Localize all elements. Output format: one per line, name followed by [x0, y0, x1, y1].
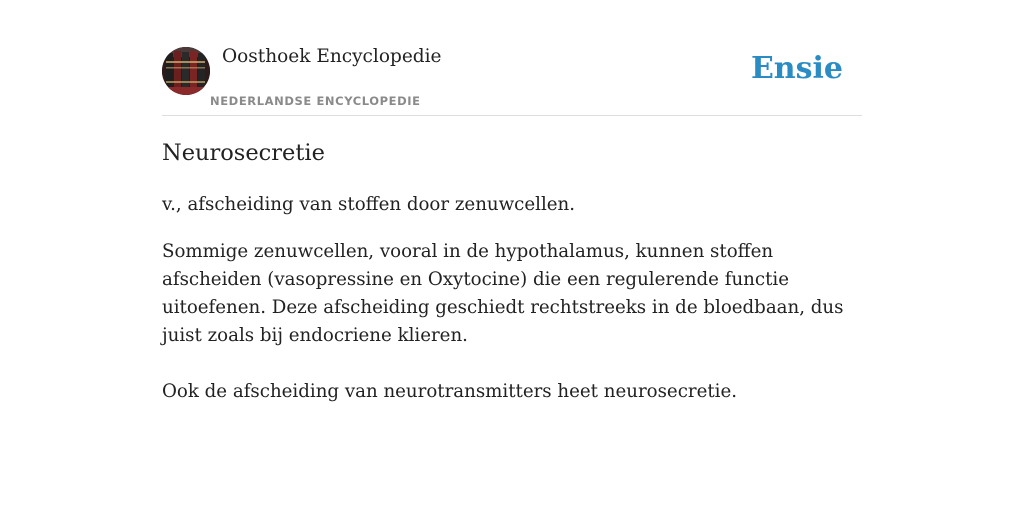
header — [162, 0, 862, 116]
book-name[interactable]: Oosthoek Encyclopedie — [222, 46, 442, 67]
article-body — [162, 191, 862, 425]
article-paragraph: Ook de afscheiding van neurotransmitters heet neurosecretie. — [162, 381, 738, 402]
ensie-logo[interactable]: Ensie — [750, 51, 843, 86]
article-title: Neurosecretie — [162, 140, 325, 166]
encyclopedia-books-icon[interactable] — [162, 47, 210, 95]
book-subtitle: NEDERLANDSE ENCYCLOPEDIE — [210, 94, 421, 108]
article-definition: v., afscheiding van stoffen door zenuwcellen. — [162, 194, 576, 215]
article-paragraph: Sommige zenuwcellen, vooral in de hypothalamus, kunnen stoffen afscheiden (vasopressine en Oxytocine) die een regulerende functie uitoefenen. Deze afscheiding geschiedt rechtstreeks in de bloedbaan, dus juist zoals bij endocriene klieren. — [162, 241, 844, 346]
page-container — [162, 0, 862, 402]
